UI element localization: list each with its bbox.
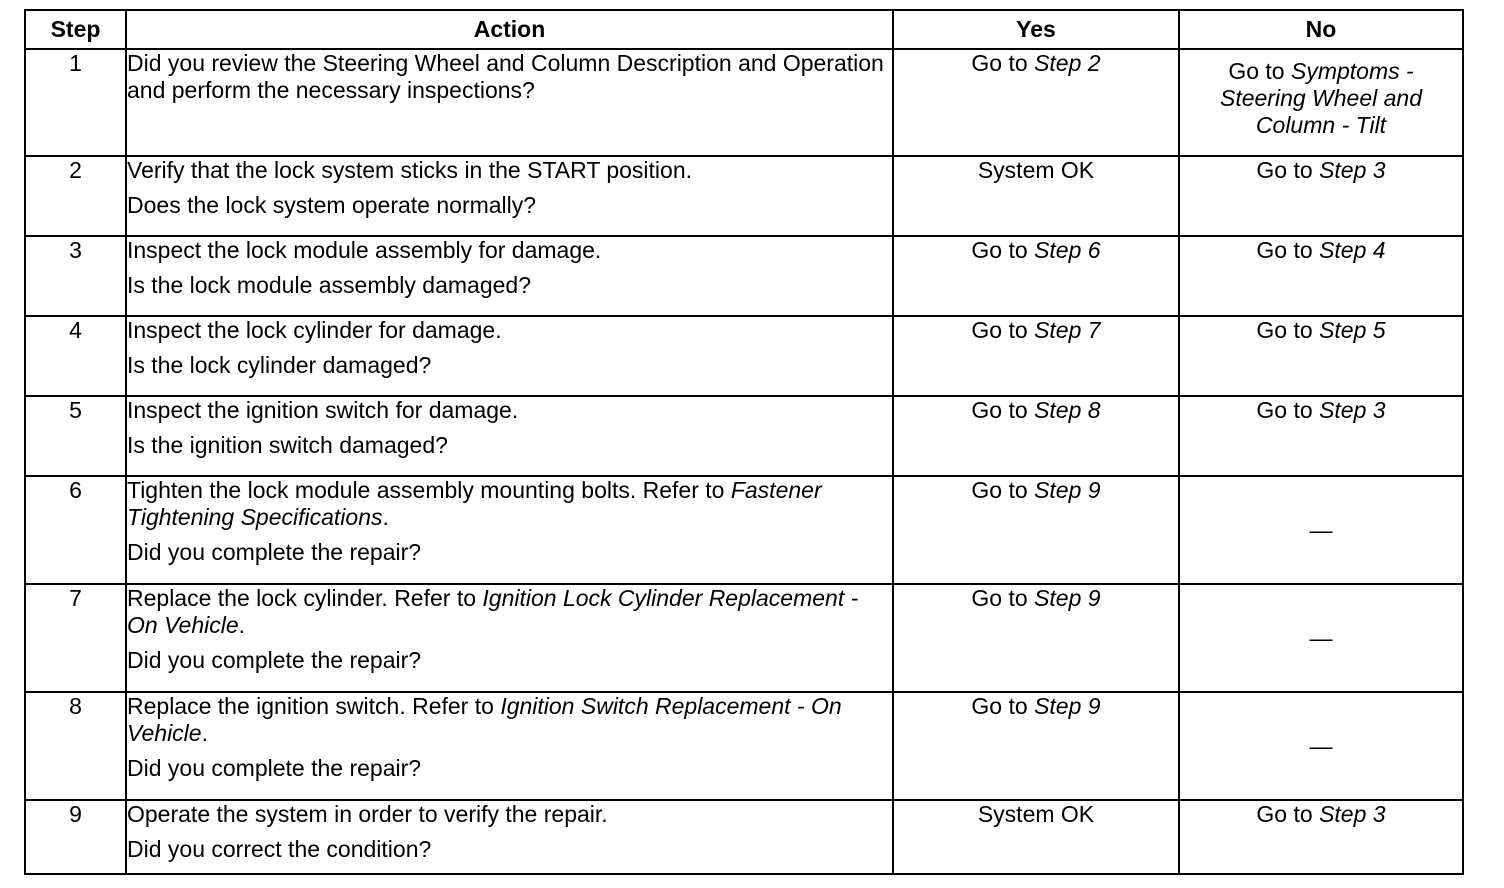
action-instruction [127,585,892,639]
no-prefix: Go to [1228,58,1291,84]
no-cell [1179,800,1463,874]
header-yes: Yes [893,10,1179,49]
no-step-link: Step 3 [1319,801,1386,827]
table-row [25,236,1463,316]
no-prefix: Go to [1256,157,1320,183]
action-instruction [127,477,892,531]
header-no: No [1179,10,1463,49]
instruction-text: Tighten the lock module assembly mounting bolts. Refer to [127,477,731,503]
yes-cell [893,584,1179,692]
no-cell: — [1179,476,1463,584]
table-row [25,49,1463,156]
no-line-1 [1180,58,1462,85]
no-cell [1179,316,1463,396]
yes-prefix: Go to [971,50,1035,76]
no-cell [1179,49,1463,156]
step-number: 8 [25,692,126,800]
yes-cell [893,692,1179,800]
yes-cell: System OK [893,156,1179,236]
diagnostic-table [24,9,1464,875]
step-number: 1 [25,49,126,156]
action-question: Did you complete the repair? [127,647,422,673]
table-row [25,692,1463,800]
no-step-link: Step 4 [1319,237,1386,263]
table-row [25,584,1463,692]
instruction-reference: Ignition Lock Cylinder Replacement - On Vehicle [127,585,859,638]
action-question: Did you complete the repair? [127,539,422,565]
step-number: 7 [25,584,126,692]
table-row [25,396,1463,476]
yes-step-link: Step 8 [1034,397,1101,423]
table-row [25,316,1463,396]
action-instruction: Inspect the lock module assembly for damage. [127,237,602,263]
action-cell [126,692,893,800]
action-instruction: Inspect the lock cylinder for damage. [127,317,502,343]
action-question: Did you review the Steering Wheel and Column Description and Operation and perform the necessary inspections? [127,50,884,103]
header-action: Action [126,10,893,49]
instruction-text: Replace the ignition switch. Refer to [127,693,501,719]
yes-prefix: Go to [971,237,1035,263]
yes-cell: System OK [893,800,1179,874]
yes-step-link: Step 9 [1034,477,1101,503]
yes-prefix: Go to [971,397,1035,423]
action-instruction: Operate the system in order to verify the repair. [127,801,608,827]
no-prefix: Go to [1256,237,1320,263]
action-cell [126,396,893,476]
no-cell [1179,236,1463,316]
yes-cell [893,49,1179,156]
action-question: Did you correct the condition? [127,836,432,862]
action-instruction [127,693,892,747]
no-step-link: Step 5 [1319,317,1386,343]
no-cell [1179,396,1463,476]
header-row [25,10,1463,49]
no-line-2: Steering Wheel and [1219,85,1422,111]
yes-cell [893,396,1179,476]
action-cell [126,49,893,156]
no-line-3: Column - Tilt [1255,112,1387,138]
no-cell [1179,156,1463,236]
step-number: 9 [25,800,126,874]
no-prefix: Go to [1256,317,1320,343]
instruction-reference: Ignition Switch Replacement - On Vehicle [127,693,842,746]
action-question: Is the lock module assembly damaged? [127,272,531,298]
table-row [25,476,1463,584]
step-number: 5 [25,396,126,476]
yes-prefix: Go to [971,585,1035,611]
action-instruction: Verify that the lock system sticks in the START position. [127,157,693,183]
yes-step-link: Step 7 [1034,317,1101,343]
yes-cell [893,316,1179,396]
action-question: Is the ignition switch damaged? [127,432,448,458]
action-instruction: Inspect the ignition switch for damage. [127,397,519,423]
yes-step-link: Step 2 [1034,50,1101,76]
no-ref-symptoms: Symptoms - [1290,58,1414,84]
step-number: 4 [25,316,126,396]
no-step-link: Step 3 [1319,157,1386,183]
yes-prefix: Go to [971,477,1035,503]
table-row [25,800,1463,874]
action-cell [126,236,893,316]
no-prefix: Go to [1256,801,1320,827]
step-number: 2 [25,156,126,236]
step-number: 6 [25,476,126,584]
instruction-end: . [382,504,389,530]
action-question: Is the lock cylinder damaged? [127,352,432,378]
no-prefix: Go to [1256,397,1320,423]
header-step: Step [25,10,126,49]
yes-prefix: Go to [971,693,1035,719]
action-cell [126,584,893,692]
no-cell: — [1179,584,1463,692]
yes-step-link: Step 6 [1034,237,1101,263]
action-question: Did you complete the repair? [127,755,422,781]
instruction-end: . [238,612,246,638]
yes-step-link: Step 9 [1034,585,1101,611]
action-cell [126,800,893,874]
action-cell [126,316,893,396]
table-row [25,156,1463,236]
yes-prefix: Go to [971,317,1035,343]
action-cell [126,156,893,236]
no-step-link: Step 3 [1319,397,1386,423]
instruction-end: . [201,720,208,746]
yes-cell [893,236,1179,316]
no-cell: — [1179,692,1463,800]
instruction-text: Replace the lock cylinder. Refer to [127,585,483,611]
yes-cell [893,476,1179,584]
instruction-reference: Fastener Tightening Specifications [127,477,822,530]
action-question: Does the lock system operate normally? [127,192,537,218]
step-number: 3 [25,236,126,316]
yes-step-link: Step 9 [1034,693,1101,719]
action-cell [126,476,893,584]
